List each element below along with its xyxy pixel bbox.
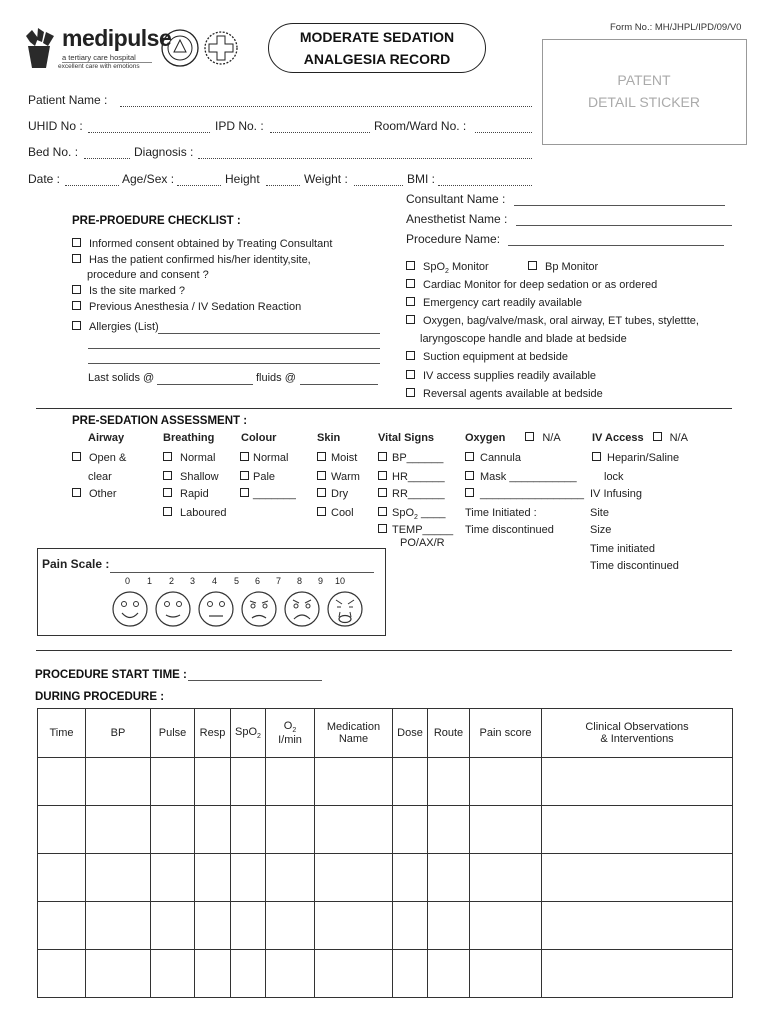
checkbox[interactable] (72, 452, 81, 461)
room-label: Room/Ward No. : (374, 119, 467, 133)
airway-other[interactable]: Other (72, 488, 117, 500)
cell[interactable] (428, 854, 470, 902)
col-pain-score: Pain score (470, 709, 542, 758)
pain-faces (110, 590, 366, 630)
pain-number-3: 3 (190, 576, 196, 586)
vital-hr[interactable]: HR______ (378, 471, 445, 483)
cell[interactable] (231, 902, 266, 950)
cell[interactable] (38, 854, 86, 902)
cell[interactable] (151, 854, 195, 902)
cell[interactable] (470, 902, 542, 950)
col-route: Route (428, 709, 470, 758)
checkbox[interactable] (378, 488, 387, 497)
pain-number-0: 0 (125, 576, 131, 586)
patient-sticker-box (542, 39, 747, 145)
date-label: Date : (28, 172, 61, 186)
emergency-cart-item[interactable]: Emergency cart readily available (406, 297, 582, 309)
cell[interactable] (195, 902, 231, 950)
form-title-line2: ANALGESIA RECORD (303, 51, 451, 67)
col-medication: Medication Name (315, 709, 393, 758)
cell[interactable] (542, 806, 733, 854)
checkbox[interactable] (465, 452, 474, 461)
checkbox[interactable] (317, 507, 326, 516)
checkbox[interactable] (240, 488, 249, 497)
iv-heparin-lock-cont: lock (604, 471, 624, 483)
iv-time-initiated: Time initiated (590, 543, 656, 555)
pain-number-8: 8 (297, 576, 303, 586)
brand-subtitle: a tertiary care hospital (62, 53, 136, 62)
table-header-row (38, 709, 733, 758)
pain-number-5: 5 (234, 576, 240, 586)
fluids-field[interactable] (300, 384, 378, 385)
checkbox[interactable] (163, 471, 172, 480)
cell[interactable] (428, 950, 470, 998)
cell[interactable] (151, 806, 195, 854)
oxygen-time-initiated: Time Initiated : (465, 507, 537, 519)
cell[interactable] (315, 902, 393, 950)
reversal-agents-item[interactable]: Reversal agents available at bedside (406, 388, 603, 400)
cell[interactable] (86, 950, 151, 998)
checkbox[interactable] (653, 432, 662, 441)
uhid-label: UHID No : (28, 119, 83, 133)
checkbox[interactable] (406, 351, 415, 360)
iv-time-discontinued: Time discontinued (590, 560, 679, 572)
colour-other[interactable]: _______ (240, 488, 296, 500)
anesthetist-label: Anesthetist Name : (406, 212, 508, 226)
cell[interactable] (393, 902, 428, 950)
brand-name: medipulse (62, 25, 172, 51)
brand-tagline: excellent care with emotions (58, 63, 140, 70)
pain-number-7: 7 (276, 576, 282, 586)
bmi-label: BMI : (407, 172, 436, 186)
pain-face-10-icon (328, 592, 362, 626)
procedure-name-field[interactable] (508, 245, 724, 246)
skin-dry[interactable]: Dry (317, 488, 348, 500)
col-dose: Dose (393, 709, 428, 758)
col-observations: Clinical Observations & Interventions (542, 709, 733, 758)
checkbox[interactable] (378, 452, 387, 461)
skin-cool[interactable]: Cool (317, 507, 354, 519)
pain-scale-field[interactable] (110, 572, 374, 573)
checkbox[interactable] (72, 488, 81, 497)
checkbox[interactable] (406, 297, 415, 306)
cell[interactable] (315, 854, 393, 902)
airway-open-clear-cont: clear (88, 471, 112, 483)
cell[interactable] (470, 950, 542, 998)
checkbox[interactable] (317, 488, 326, 497)
oxygen-equipment-item[interactable]: Oxygen, bag/valve/mask, oral airway, ET tubes, stylettte, (406, 315, 699, 327)
anesthetist-field[interactable] (516, 225, 732, 226)
checkbox[interactable] (406, 261, 415, 270)
cell[interactable] (542, 758, 733, 806)
last-solids-field[interactable] (157, 384, 253, 385)
checkbox[interactable] (465, 488, 474, 497)
cell[interactable] (266, 758, 315, 806)
oxygen-cannula[interactable]: Cannula (465, 452, 521, 464)
age-sex-label: Age/Sex : (122, 172, 175, 186)
cell[interactable] (393, 758, 428, 806)
vital-temp-route: PO/AX/R (400, 537, 445, 549)
iv-heparin-lock[interactable]: Heparin/Saline (592, 452, 679, 464)
table-row (38, 806, 733, 854)
diagnosis-field[interactable] (198, 158, 532, 159)
procedure-start-label: PROCEDURE START TIME : (35, 669, 187, 681)
checklist-item-previous-reaction[interactable]: Previous Anesthesia / IV Sedation Reaction (72, 301, 301, 313)
checkbox[interactable] (163, 488, 172, 497)
checkbox[interactable] (406, 370, 415, 379)
col-bp: BP (86, 709, 151, 758)
vital-bp[interactable]: BP______ (378, 452, 443, 464)
col-o2: $O_2$ I/min (266, 709, 315, 758)
airway-header: Airway (88, 432, 125, 444)
checklist-item-consent[interactable]: Informed consent obtained by Treating Consultant (72, 238, 332, 250)
procedure-name-label: Procedure Name: (406, 232, 501, 246)
cardiac-monitor-item[interactable]: Cardiac Monitor for deep sedation or as ordered (406, 279, 657, 291)
cell[interactable] (393, 950, 428, 998)
diagnosis-label: Diagnosis : (134, 145, 194, 159)
allergies-line-2[interactable] (88, 348, 380, 349)
assessment-title: PRE-SEDATION ASSESSMENT : (72, 415, 248, 427)
cell[interactable] (195, 758, 231, 806)
checkbox[interactable] (378, 507, 387, 516)
cell[interactable] (470, 806, 542, 854)
cell[interactable] (266, 854, 315, 902)
checkbox[interactable] (72, 321, 81, 330)
sticker-label-2: DETAIL STICKER (587, 94, 701, 110)
checkbox[interactable] (406, 388, 415, 397)
pain-number-4: 4 (212, 576, 218, 586)
checkbox[interactable] (528, 261, 537, 270)
weight-field[interactable] (354, 185, 403, 186)
procedure-table (37, 708, 733, 998)
checkbox[interactable] (406, 315, 415, 324)
cell[interactable] (195, 854, 231, 902)
height-label: Height (225, 172, 260, 186)
bed-field[interactable] (84, 158, 130, 159)
weight-label: Weight : (304, 172, 348, 186)
cell[interactable] (86, 902, 151, 950)
iv-size: Size (590, 524, 612, 536)
cell[interactable] (428, 758, 470, 806)
skin-warm[interactable]: Warm (317, 471, 360, 483)
checklist-item-allergies[interactable]: Allergies (List) (72, 321, 159, 333)
suction-item[interactable]: Suction equipment at bedside (406, 351, 568, 363)
cell[interactable] (231, 806, 266, 854)
cell[interactable] (542, 854, 733, 902)
consultant-field[interactable] (514, 205, 725, 206)
airway-open-clear[interactable]: Open & (72, 452, 126, 464)
allergies-line-3[interactable] (88, 363, 380, 364)
cell[interactable] (195, 950, 231, 998)
table-row (38, 854, 733, 902)
cell[interactable] (266, 902, 315, 950)
checkbox[interactable] (592, 452, 601, 461)
checklist-title: PRE-PROEDURE CHECKLIST : (72, 215, 241, 227)
section-divider-2 (36, 650, 732, 651)
skin-moist[interactable]: Moist (317, 452, 357, 464)
checkbox[interactable] (525, 432, 534, 441)
cell[interactable] (542, 902, 733, 950)
bp-monitor-item[interactable]: Bp Monitor (528, 261, 598, 273)
checkbox[interactable] (72, 238, 81, 247)
checkbox[interactable] (240, 452, 249, 461)
checkbox[interactable] (72, 285, 81, 294)
cell[interactable] (428, 806, 470, 854)
allergies-line-1[interactable] (158, 333, 380, 334)
cell[interactable] (470, 854, 542, 902)
checkbox[interactable] (163, 507, 172, 516)
iv-access-header: IV Access N/A (592, 432, 688, 444)
cell[interactable] (266, 950, 315, 998)
iv-supplies-item[interactable]: IV access supplies readily available (406, 370, 596, 382)
form-title-line1: MODERATE SEDATION (299, 29, 455, 45)
cell[interactable] (393, 806, 428, 854)
bed-label: Bed No. : (28, 145, 79, 159)
cell[interactable] (393, 854, 428, 902)
iv-infusing: IV Infusing (590, 488, 642, 500)
oxygen-time-discontinued: Time discontinued (465, 524, 554, 536)
cell[interactable] (151, 950, 195, 998)
cell[interactable] (470, 758, 542, 806)
bmi-field[interactable] (438, 185, 532, 186)
oxygen-other[interactable]: _________________ (465, 488, 584, 500)
seal-emblem-icon (160, 28, 200, 68)
height-field[interactable] (266, 185, 300, 186)
cross-emblem-icon (203, 28, 239, 68)
col-pulse: Pulse (151, 709, 195, 758)
cell[interactable] (38, 902, 86, 950)
pain-face-0-icon (113, 592, 147, 626)
checkbox[interactable] (72, 254, 81, 263)
cell[interactable] (231, 854, 266, 902)
checkbox[interactable] (163, 452, 172, 461)
date-field[interactable] (65, 185, 119, 186)
cell[interactable] (231, 758, 266, 806)
cell[interactable] (428, 902, 470, 950)
age-sex-field[interactable] (177, 185, 221, 186)
procedure-start-field[interactable] (188, 680, 322, 681)
iv-site: Site (590, 507, 609, 519)
pain-face-8-icon (285, 592, 319, 626)
cell[interactable] (542, 950, 733, 998)
breathing-header: Breathing (163, 432, 215, 444)
cell[interactable] (231, 950, 266, 998)
oxygen-header: Oxygen N/A (465, 432, 561, 444)
checkbox[interactable] (465, 471, 474, 480)
cell[interactable] (38, 758, 86, 806)
cell[interactable] (151, 758, 195, 806)
pain-number-9: 9 (318, 576, 324, 586)
pain-number-1: 1 (147, 576, 153, 586)
cell[interactable] (266, 806, 315, 854)
pain-face-6-icon (242, 592, 276, 626)
vital-spo2[interactable]: SpO$_2$ ____ (378, 507, 445, 521)
vital-rr[interactable]: RR______ (378, 488, 445, 500)
uhid-field[interactable] (88, 132, 210, 133)
pain-scale-label: Pain Scale : (42, 557, 110, 571)
cell[interactable] (315, 806, 393, 854)
ipd-field[interactable] (270, 132, 370, 133)
table-row (38, 950, 733, 998)
checklist-item-identity-cont: procedure and consent ? (87, 269, 209, 281)
checklist-item-identity[interactable]: Has the patient confirmed his/her identity,site, (72, 254, 311, 266)
vital-temp[interactable]: TEMP_____ (378, 524, 453, 536)
during-procedure-label: DURING PROCEDURE : (35, 691, 165, 703)
cell[interactable] (86, 806, 151, 854)
ipd-label: IPD No. : (215, 119, 264, 133)
hospital-logo (22, 26, 60, 73)
logo-mark-icon (22, 26, 60, 70)
patient-name-field[interactable] (120, 106, 532, 107)
cell[interactable] (151, 902, 195, 950)
section-divider (36, 408, 732, 409)
checklist-item-site-marked[interactable]: Is the site marked ? (72, 285, 185, 297)
checkbox[interactable] (72, 301, 81, 310)
cell[interactable] (86, 758, 151, 806)
cell[interactable] (38, 806, 86, 854)
checkbox[interactable] (378, 471, 387, 480)
pain-number-6: 6 (255, 576, 261, 586)
checkbox[interactable] (317, 452, 326, 461)
col-spo2: SpO$_2$ (231, 709, 266, 758)
colour-normal[interactable]: Normal (240, 452, 288, 464)
fluids-label: fluids @ (256, 372, 296, 384)
checkbox[interactable] (406, 279, 415, 288)
colour-header: Colour (241, 432, 277, 444)
checkbox[interactable] (317, 471, 326, 480)
checkbox[interactable] (240, 471, 249, 480)
breathing-laboured[interactable]: Laboured (163, 507, 227, 519)
spo2-monitor-item[interactable]: SpO$_2$ Monitor (406, 261, 489, 275)
consultant-label: Consultant Name : (406, 192, 506, 206)
breathing-rapid[interactable]: Rapid (163, 488, 209, 500)
pain-face-2-icon (156, 592, 190, 626)
pain-number-10: 10 (335, 576, 346, 586)
pain-face-4-icon (199, 592, 233, 626)
colour-pale[interactable]: Pale (240, 471, 275, 483)
vitals-header: Vital Signs (378, 432, 435, 444)
form-number: Form No.: MH/JHPL/IPD/09/V0 (610, 22, 742, 33)
col-resp: Resp (195, 709, 231, 758)
breathing-normal[interactable]: Normal (163, 452, 215, 464)
cell[interactable] (38, 950, 86, 998)
patient-name-label: Patient Name : (28, 93, 108, 107)
checkbox[interactable] (378, 524, 387, 533)
skin-header: Skin (317, 432, 341, 444)
cell[interactable] (195, 806, 231, 854)
table-row (38, 902, 733, 950)
col-time: Time (38, 709, 86, 758)
last-solids-label: Last solids @ (88, 372, 155, 384)
pain-number-2: 2 (169, 576, 175, 586)
cell[interactable] (315, 758, 393, 806)
oxygen-equipment-item-cont: laryngoscope handle and blade at bedside (420, 333, 627, 345)
oxygen-mask[interactable]: Mask ___________ (465, 471, 577, 483)
table-row (38, 758, 733, 806)
cell[interactable] (315, 950, 393, 998)
sticker-label-1: PATENT (617, 72, 671, 88)
room-field[interactable] (475, 132, 532, 133)
breathing-shallow[interactable]: Shallow (163, 471, 219, 483)
cell[interactable] (86, 854, 151, 902)
